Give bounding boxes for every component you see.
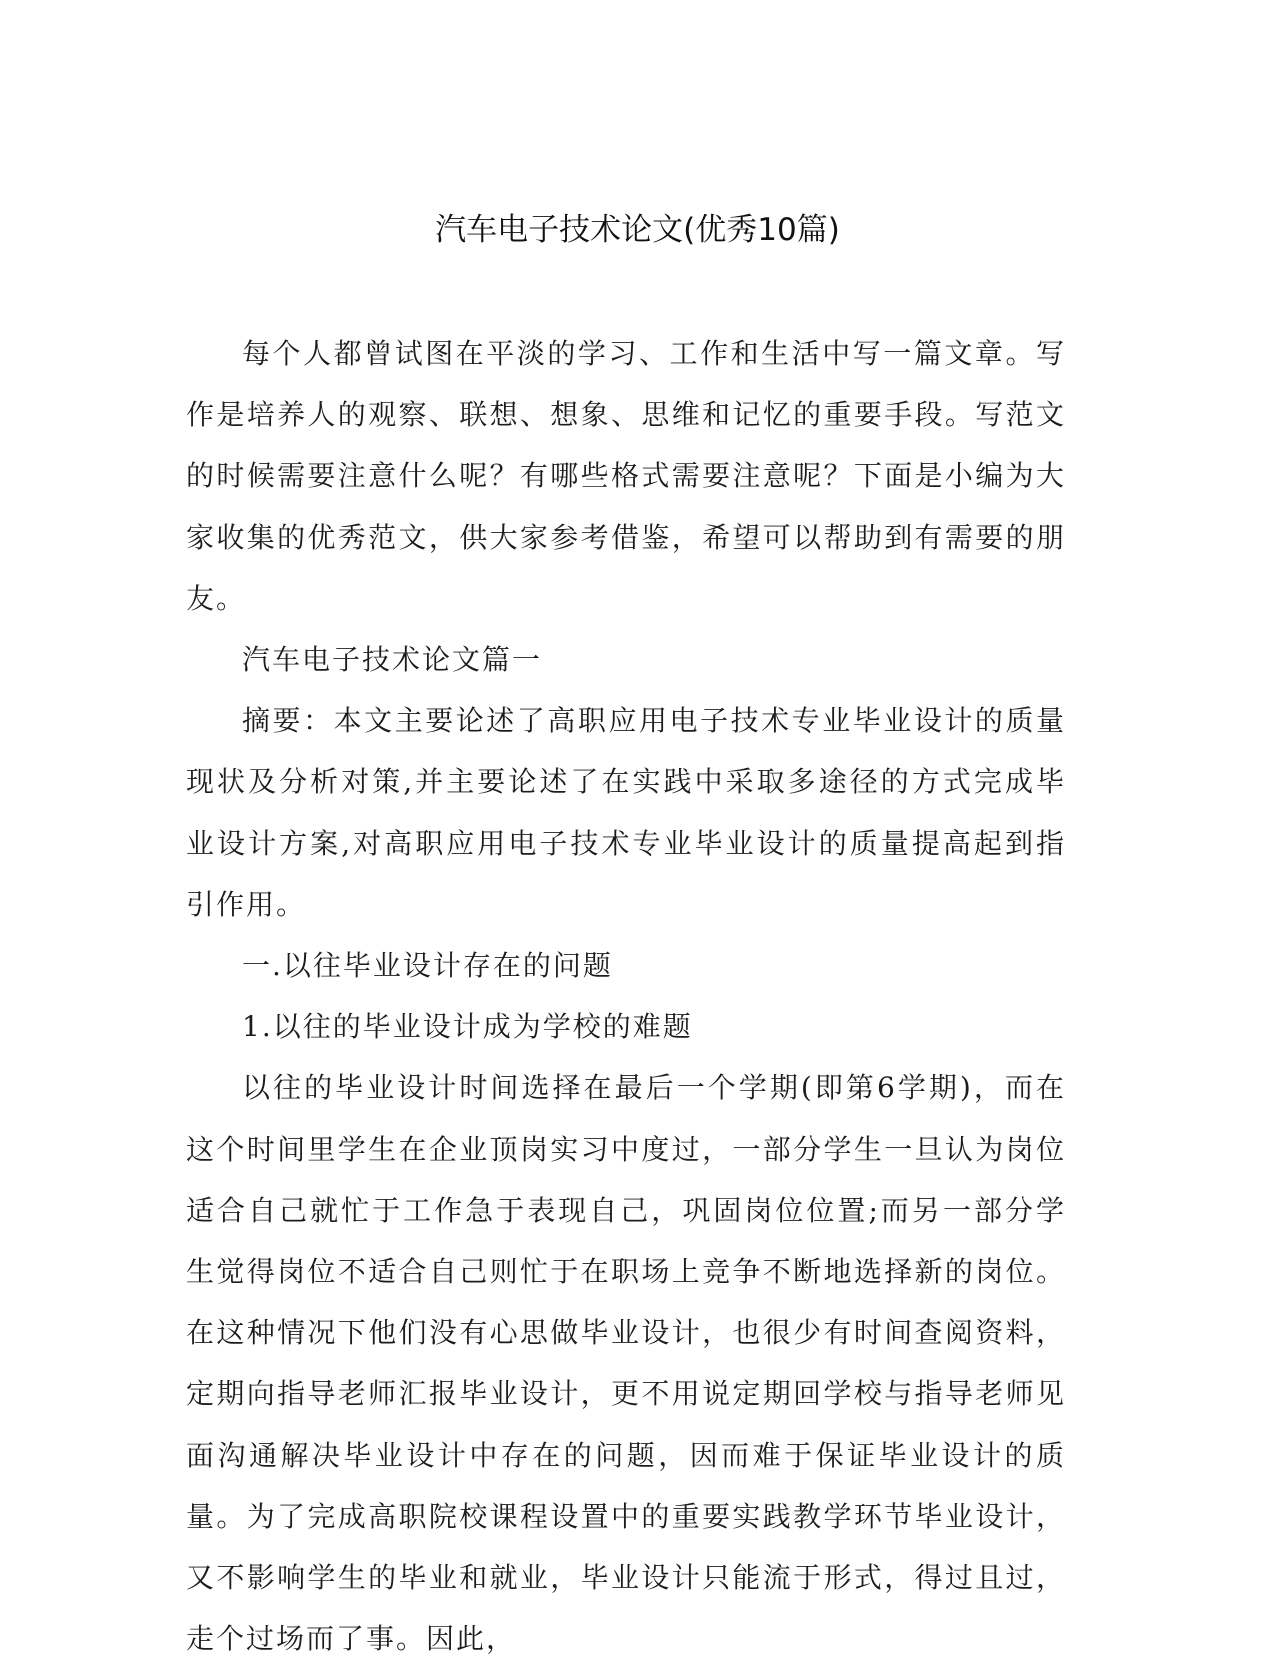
subsection-heading: 一.以往毕业设计存在的问题 — [242, 949, 613, 983]
section-heading: 汽车电子技术论文篇一 — [242, 643, 543, 677]
abstract-paragraph: 摘要：本文主要论述了高职应用电子技术专业毕业设计的质量现状及分析对策,并主要论述了在实践中采取多途径的方式完成毕业设计方案,对高职应用电子技术专业毕业设计的质量提高起到指引作用。 — [186, 704, 1066, 921]
subsubsection-heading: 1.以往的毕业设计成为学校的难题 — [242, 1010, 693, 1044]
intro-paragraph: 每个人都曾试图在平淡的学习、工作和生活中写一篇文章。写作是培养人的观察、联想、想象、思维和记忆的重要手段。写范文的时候需要注意什么呢？有哪些格式需要注意呢？下面是小编为大家收集的优秀范文，供大家参考借鉴，希望可以帮助到有需要的朋友。 — [186, 337, 1066, 615]
document-body — [186, 323, 1066, 1669]
body-paragraph: 以往的毕业设计时间选择在最后一个学期(即第6学期)，而在这个时间里学生在企业顶岗实习中度过，一部分学生一旦认为岗位适合自己就忙于工作急于表现自己，巩固岗位位置;而另一部分学生觉得岗位不适合自己则忙于在职场上竞争不断地选择新的岗位。在这种情况下他们没有心思做毕业设计，也很少有时间查阅资料，定期向指导老师汇报毕业设计，更不用说定期回学校与指导老师见面沟通解决毕业设计中存在的问题，因而难于保证毕业设计的质量。为了完成高职院校课程设置中的重要实践教学环节毕业设计，又不影响学生的毕业和就业，毕业设计只能流于形式，得过且过，走个过场而了事。因此， — [186, 1071, 1066, 1656]
document-title: 汽车电子技术论文(优秀10篇) — [435, 212, 840, 248]
